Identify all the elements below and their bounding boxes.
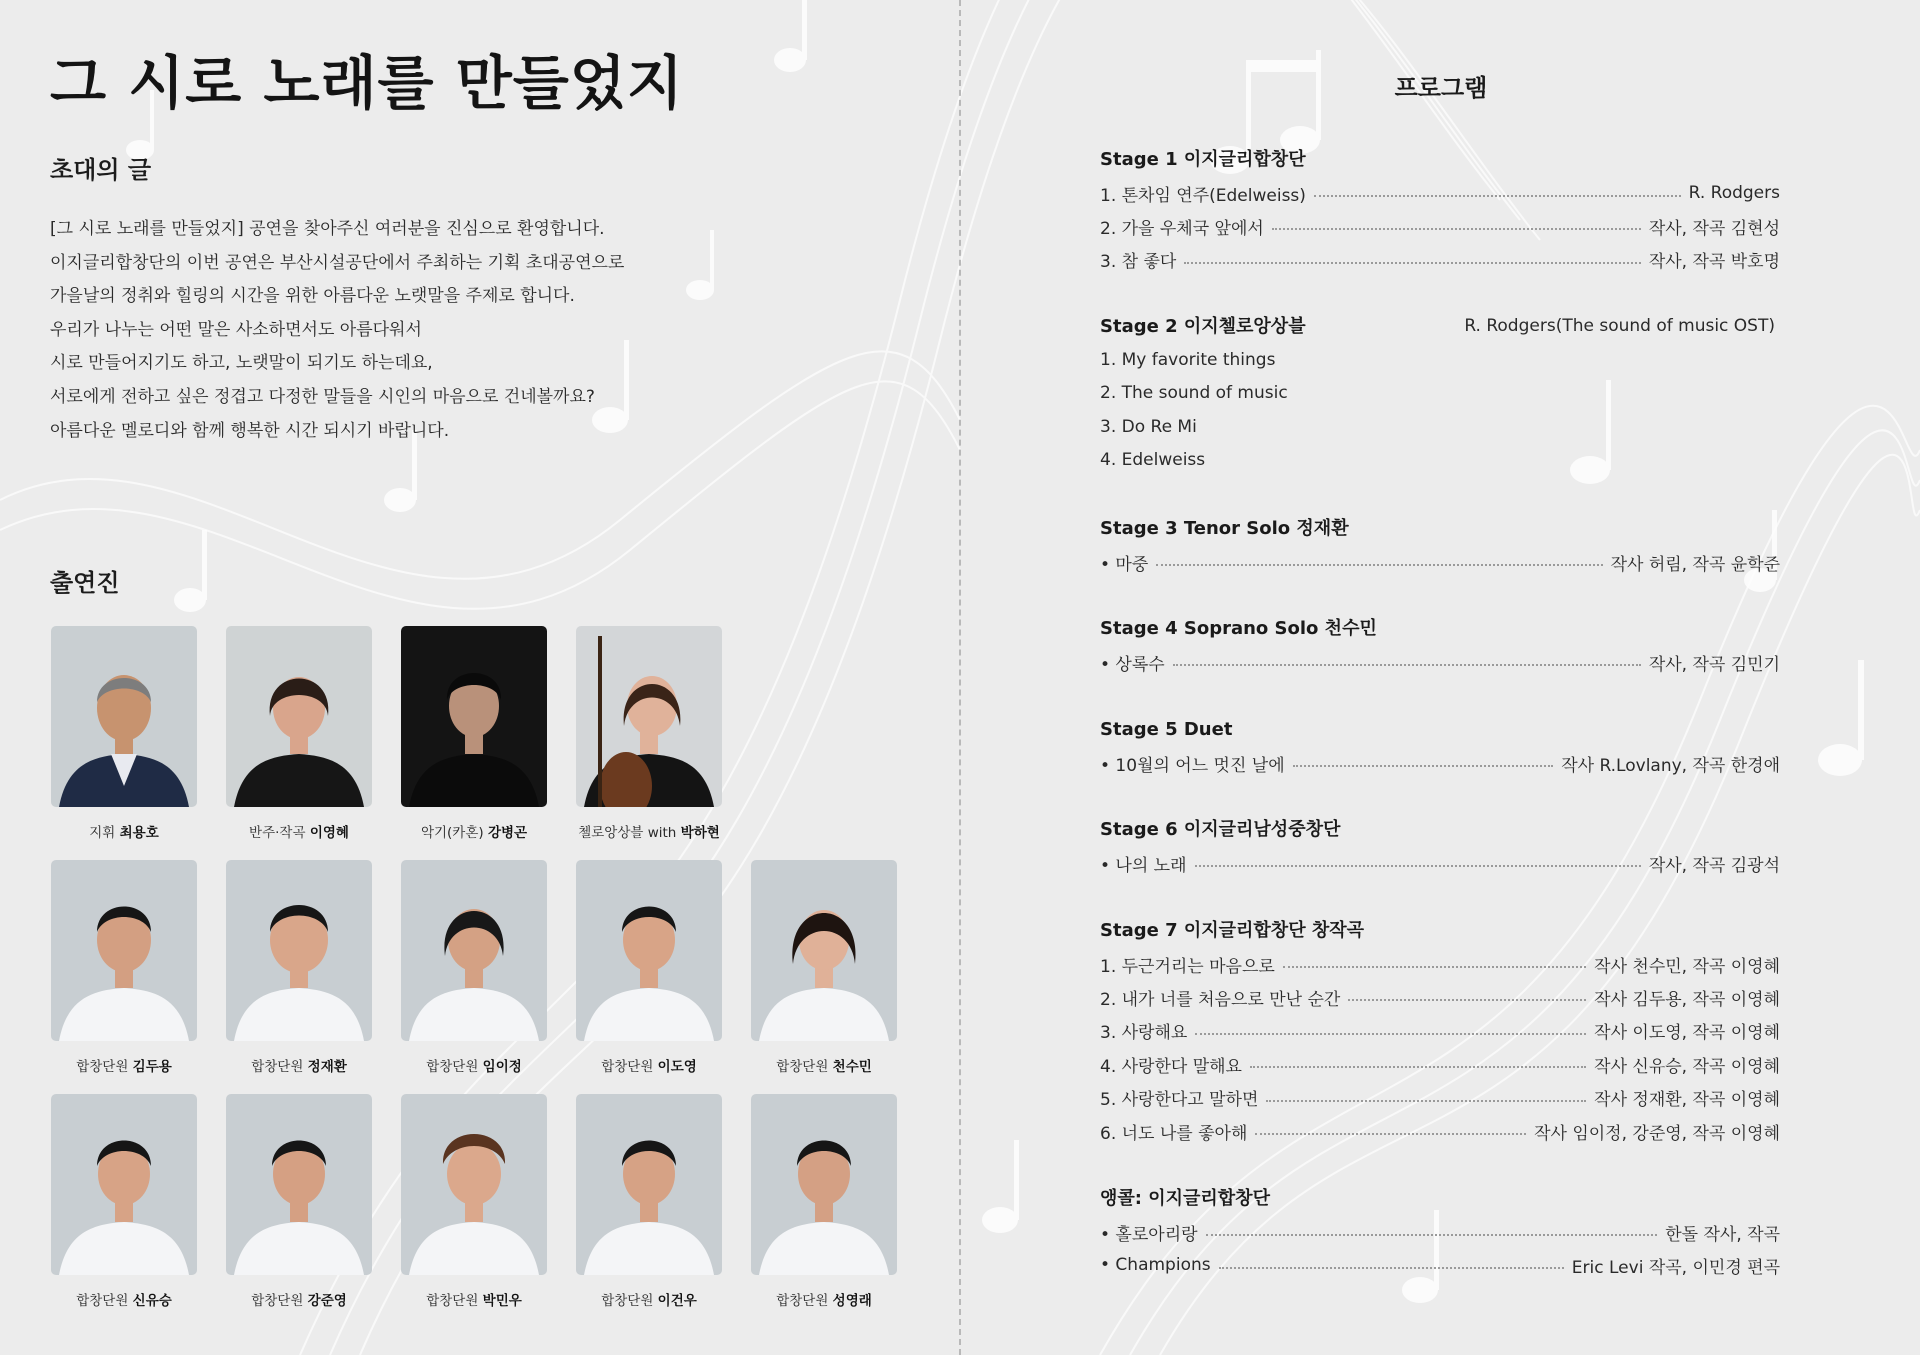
program-item: [1100, 1081, 1780, 1114]
stage-title: Stage 5 Duet: [1100, 719, 1233, 740]
performer-role: 악기(카혼): [420, 825, 484, 841]
song-title: 5. 사랑한다고 말하면: [1100, 1090, 1259, 1111]
invitation-text: [50, 213, 750, 448]
song-credit: 작사 임이정, 강준영, 작곡 이영혜: [1534, 1123, 1780, 1144]
performer-name: 성영래: [832, 1293, 872, 1309]
program-stage: [1100, 143, 1780, 277]
performer-role: 합창단원: [426, 1293, 479, 1309]
program-item: [1100, 746, 1780, 779]
performer-caption: [226, 1055, 372, 1075]
invitation-line: 아름다운 멜로디와 함께 행복한 시간 되시기 바랍니다.: [50, 420, 450, 441]
program-item: [1100, 377, 1780, 410]
invitation-line: 우리가 나누는 어떤 말은 사소하면서도 아름다워서: [50, 319, 422, 340]
performer-card: [751, 1094, 897, 1309]
performer-caption: [576, 1289, 722, 1309]
dot-leader: [1219, 1267, 1564, 1269]
dot-leader: [1206, 1234, 1658, 1236]
performer-card: [226, 1094, 372, 1309]
performer-name: 신유승: [132, 1293, 172, 1309]
performer-caption: [226, 821, 372, 841]
performer-role: 합창단원: [426, 1059, 479, 1075]
song-credit: 작사, 작곡 김현성: [1648, 218, 1780, 239]
cast-heading: 출연진: [50, 569, 120, 597]
stage-title: Stage 4 Soprano Solo 천수민: [1100, 618, 1377, 639]
song-title: • 상록수: [1100, 654, 1165, 675]
performer-role: 합창단원: [76, 1059, 129, 1075]
performer-photo: [576, 626, 722, 807]
performer-photo: [401, 1094, 547, 1275]
song-credit: 작사 R.Lovlany, 작곡 한경애: [1561, 755, 1780, 776]
stage-title: Stage 6 이지글리남성중창단: [1100, 819, 1341, 840]
performer-name: 박민우: [482, 1293, 522, 1309]
performer-photo: [226, 860, 372, 1041]
left-page: [0, 0, 958, 1355]
program-stage: [1100, 612, 1780, 679]
performer-card: [401, 860, 547, 1075]
performer-role: 합창단원: [601, 1059, 654, 1075]
program-item: [1100, 981, 1780, 1014]
stage-credit: R. Rodgers(The sound of music OST): [1464, 316, 1775, 336]
performer-role: 합창단원: [601, 1293, 654, 1309]
performer-photo: [51, 626, 197, 807]
performer-caption: [226, 1289, 372, 1309]
song-credit: 작사 김두용, 작곡 이영혜: [1594, 989, 1780, 1010]
program-item: [1100, 545, 1780, 578]
performer-role: 합창단원: [76, 1293, 129, 1309]
performer-caption: [401, 1055, 547, 1075]
stage-title: 앵콜: 이지글리합창단: [1100, 1188, 1270, 1209]
program-item: [1100, 1114, 1780, 1147]
program-item: [1100, 444, 1780, 477]
song-title: • 홀로아리랑: [1100, 1224, 1198, 1245]
dot-leader: [1250, 1066, 1586, 1068]
song-credit: 작사 신유승, 작곡 이영혜: [1594, 1056, 1780, 1077]
performer-card: [226, 860, 372, 1075]
performer-card: [51, 860, 197, 1075]
center-fold-divider: [959, 0, 961, 1355]
program-item: [1100, 947, 1780, 980]
performer-card: [401, 626, 547, 841]
song-title: 3. 사랑해요: [1100, 1023, 1188, 1044]
program-item: [1100, 1048, 1780, 1081]
stage-heading: [1100, 512, 1780, 545]
song-title: 6. 너도 나를 좋아해: [1100, 1123, 1248, 1144]
performer-caption: [751, 1055, 897, 1075]
song-credit: 작사, 작곡 김광석: [1648, 855, 1780, 876]
song-credit: 작사 정재환, 작곡 이영혜: [1594, 1090, 1780, 1111]
stage-heading: [1100, 1182, 1780, 1215]
performer-caption: [51, 821, 197, 841]
performer-card: [576, 626, 722, 841]
invitation-line: 시로 만들어지기도 하고, 노랫말이 되기도 하는데요,: [50, 353, 433, 374]
program-item: [1100, 410, 1780, 443]
program-stage: [1100, 713, 1780, 780]
performer-photo: [226, 626, 372, 807]
program-item: [1100, 1215, 1780, 1248]
song-credit: R. Rodgers: [1688, 183, 1780, 204]
stage-heading: [1100, 914, 1780, 947]
song-title: • Champions: [1100, 1255, 1211, 1276]
program-item: [1100, 1249, 1780, 1282]
invitation-line: 이지글리합창단의 이번 공연은 부산시설공단에서 주최하는 기획 초대공연으로: [50, 252, 625, 273]
performer-role: 합창단원: [776, 1059, 829, 1075]
song-credit: 작사 천수민, 작곡 이영혜: [1594, 956, 1780, 977]
invitation-line: 서로에게 전하고 싶은 정겹고 다정한 말들을 시인의 마음으로 건네볼까요?: [50, 386, 595, 407]
performer-caption: [751, 1289, 897, 1309]
dot-leader: [1156, 564, 1602, 566]
performer-photo: [751, 1094, 897, 1275]
performer-caption: [576, 821, 722, 841]
performer-name: 박하현: [680, 825, 720, 841]
performer-name: 김두용: [132, 1059, 172, 1075]
performer-photo: [401, 626, 547, 807]
song-title: 3. Do Re Mi: [1100, 416, 1197, 437]
song-title: • 마중: [1100, 554, 1149, 575]
stage-heading: [1100, 612, 1780, 645]
song-credit: 작사 허림, 작곡 윤학준: [1610, 554, 1780, 575]
program-stage: [1100, 310, 1780, 477]
stage-title: Stage 2 이지첼로앙상블: [1100, 316, 1306, 337]
performer-card: [401, 1094, 547, 1309]
invitation-line: 가을날의 정취와 힐링의 시간을 위한 아름다운 노랫말을 주제로 합니다.: [50, 286, 575, 307]
performer-card: [226, 626, 372, 841]
performer-photo: [51, 860, 197, 1041]
program-stage: [1100, 914, 1780, 1148]
program-item: [1100, 176, 1780, 209]
song-title: • 나의 노래: [1100, 855, 1187, 876]
invitation-line: [그 시로 노래를 만들었지] 공연을 찾아주신 여러분을 진심으로 환영합니다.: [50, 219, 605, 239]
song-title: 2. 내가 너를 처음으로 만난 순간: [1100, 989, 1341, 1010]
dot-leader: [1255, 1133, 1526, 1135]
performer-photo: [51, 1094, 197, 1275]
performer-caption: [401, 821, 547, 841]
program-item: [1100, 210, 1780, 243]
performer-role: 반주·작곡: [249, 825, 306, 841]
song-title: 1. 톤차임 연주(Edelweiss): [1100, 185, 1306, 206]
performer-name: 최용호: [119, 825, 159, 841]
stage-title: Stage 3 Tenor Solo 정재환: [1100, 518, 1349, 539]
dot-leader: [1348, 999, 1586, 1001]
performer-name: 이영혜: [309, 825, 349, 841]
performer-card: [576, 1094, 722, 1309]
stage-heading: [1100, 310, 1780, 343]
performer-card: [51, 1094, 197, 1309]
performer-name: 천수민: [832, 1059, 872, 1075]
dot-leader: [1283, 966, 1586, 968]
program-item: [1100, 343, 1780, 376]
dot-leader: [1314, 195, 1681, 197]
dot-leader: [1195, 865, 1641, 867]
performer-name: 정재환: [307, 1059, 347, 1075]
program-item: [1100, 645, 1780, 678]
song-title: 2. The sound of music: [1100, 383, 1288, 404]
performer-name: 임이정: [482, 1059, 522, 1075]
performer-role: 합창단원: [251, 1059, 304, 1075]
stage-title: Stage 1 이지글리합창단: [1100, 149, 1306, 170]
song-title: 4. Edelweiss: [1100, 450, 1206, 471]
song-title: 4. 사랑한다 말해요: [1100, 1056, 1242, 1077]
performer-photo: [751, 860, 897, 1041]
song-title: • 10월의 어느 멋진 날에: [1100, 755, 1285, 776]
song-title: 2. 가을 우체국 앞에서: [1100, 218, 1264, 239]
song-title: 1. 두근거리는 마음으로: [1100, 956, 1275, 977]
dot-leader: [1195, 1033, 1586, 1035]
performer-photo: [226, 1094, 372, 1275]
performer-photo: [401, 860, 547, 1041]
program-item: [1100, 846, 1780, 879]
stage-heading: [1100, 813, 1780, 846]
song-credit: 작사, 작곡 김민기: [1648, 654, 1780, 675]
performer-name: 이건우: [657, 1293, 697, 1309]
performer-role: 지휘: [89, 825, 116, 841]
song-credit: 한돌 작사, 작곡: [1665, 1224, 1780, 1245]
song-credit: 작사 이도영, 작곡 이영혜: [1594, 1023, 1780, 1044]
song-credit: Eric Levi 작곡, 이민경 편곡: [1571, 1257, 1780, 1278]
program-title: 프로그램: [1394, 74, 1488, 102]
invitation-heading: 초대의 글: [50, 156, 152, 184]
performer-card: [51, 626, 197, 841]
dot-leader: [1272, 228, 1641, 230]
program-item: [1100, 243, 1780, 276]
dot-leader: [1293, 765, 1554, 767]
stage-title: Stage 7 이지글리합창단 창작곡: [1100, 920, 1365, 941]
performer-caption: [576, 1055, 722, 1075]
performer-role: 합창단원: [776, 1293, 829, 1309]
performer-caption: [51, 1289, 197, 1309]
performer-caption: [401, 1289, 547, 1309]
concert-title: 그 시로 노래를 만들었지: [50, 49, 684, 117]
performer-name: 강병곤: [487, 825, 528, 841]
right-page: [962, 0, 1920, 1355]
performer-photo: [576, 860, 722, 1041]
performer-caption: [51, 1055, 197, 1075]
dot-leader: [1184, 262, 1641, 264]
performer-name: 이도영: [657, 1059, 697, 1075]
dot-leader: [1173, 664, 1641, 666]
performer-card: [576, 860, 722, 1075]
program-item: [1100, 1014, 1780, 1047]
performer-name: 강준영: [307, 1293, 347, 1309]
song-credit: 작사, 작곡 박호명: [1648, 252, 1780, 273]
stage-heading: [1100, 143, 1780, 176]
song-title: 3. 참 좋다: [1100, 252, 1177, 273]
stage-heading: [1100, 713, 1780, 746]
performer-role: 합창단원: [251, 1293, 304, 1309]
dot-leader: [1266, 1100, 1586, 1102]
song-title: 1. My favorite things: [1100, 350, 1276, 371]
performer-photo: [576, 1094, 722, 1275]
program-stage: [1100, 813, 1780, 880]
program-stage: [1100, 1182, 1780, 1282]
program-stage: [1100, 512, 1780, 579]
performer-role: 첼로앙상블 with: [578, 825, 677, 841]
performer-card: [751, 860, 897, 1075]
